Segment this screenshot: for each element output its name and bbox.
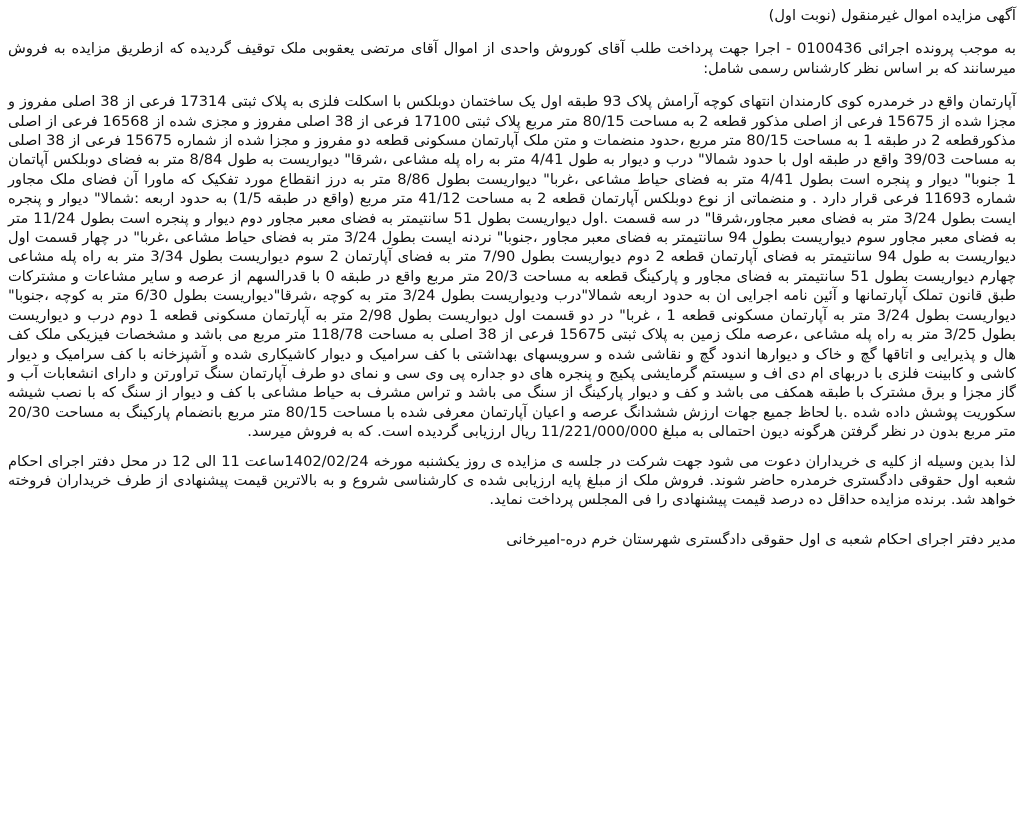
property-description: آپارتمان واقع در خرمدره کوی کارمندان انتهای کوچه آرامش پلاک 93 طبقه اول یک ساختمان دوبلکس با اسکلت فلزی به پلاک ثبتی 17314 فرعی از 38 اصلی مفروز و مجزا شده از 15675 فرعی از اصلی مذکور قطعه 2 به مساحت 80/15 متر مربع پلاک ثبتی 17100 فرعی از 38 اصلی مفروز و مجزی شده از 16568 فرعی از اصلی مذکورقطعه 2 در طبقه 1 به مساحت 80/15 متر مربع ،حدود منضمات و متن ملک آپارتمان مسکونی قطعه دو مفروز و مجزا شده از شماره 15675 فرعی از 38 اصلی به مساحت 39/03 واقع در طبقه اول با حدود شمالا" درب و دیوار به طول 4/41 متر به راه پله مشاعی ،شرقا" دیواریست به طول 8/84 متر به فضای دوبلکس آپاتمان 1 جنوبا" دیوار و پنجره است بطول 4/41 متر به فضای حیاط مشاعی ،غربا" دیواریست بطول 8/86 متر به درز انقطاع مورد تفکیک که ماورا آن فضای ملک مجاور شماره 11693 فرعی قرار دارد . و منضماتی از نوع دوبلکس آپارتمان قطعه 2 به مساحت 41/12 متر مربع (واقع در طبقه 1/5) به حدود اربعه :شمالا" دیوار و پنجره ایست بطول 3/24 متر به فضای معبر مجاور،شرقا" در سه قسمت .اول دیواریست بطول 51 سانتیمتر به فضای معبر مجاور دوم دیوار و پنجره است بطول 11/24 متر به فضای معبر مجاور سوم دیواریست بطول 94 سانتیمتر به فضای معبر مجاور ،جنوبا" نردنه ایست بطول 3/24 متر به فضای حیاط مشاعی ،غربا" در چهار قسمت اول دیواریست به طول 94 سانتیمتر به فضای آپارتمان قطعه 2 دوم دیواریست بطول 7/90 متر به فضای آپارتمان 2 سوم دیواریست بطول 3/34 متر به راه پله مشاعی چهارم دیواریست بطول 51 سانتیمتر به فضای مجاور و پارکینگ قطعه به مساحت 20/3 متر مربع واقع در طبقه 0 با قدرالسهم از عرصه و سایر مشاعات و مشترکات طبق قانون تملک آپارتمانها و آئین نامه اجرایی ان به حدود اربعه شمالا"درب ودیواریست بطول 3/24 متر به کوچه ،شرقا"دیواریست بطول 6/30 متر به کوچه ،جنوبا" دیواریست بطول 3/24 متر به آپارتمان مسکونی قطعه 1 ، غربا" در دو قسمت اول دیواریست بطول 2/98 متر به آپارتمان مسکونی قطعه 1 دوم درب و دیواریست بطول 3/25 متر به راه پله مشاعی ،عرصه ملک زمین به پلاک ثبتی 15675 فرعی از 38 اصلی به مساحت 118/78 متر مربع می باشد و مشخصات فیزیکی ملک کف هال و پذیرایی و اتاقها گچ و خاک و دیوارها اندود گچ و نقاشی شده و سرویسهای بهداشتی با کف سرامیک و دیوار کاشیکاری شده و آشپزخانه با کف سرامیک و دیوار کاشی و کابینت فلزی با دربهای ام دی اف و سیستم گرمایشی پکیج و پنجره های دو جداره پی وی سی و نمای دو طرف آپارتمان سنگ تراورتن و دارای انشعابات آب و گاز مجزا و برق مشترک با طبقه همکف می باشد و کف و دیوار پارکینگ از سنگ می باشد و تراس مشرف به حیاط مشاعی با کف و دیوار از سنگ که با نصب شیشه سکوریت پوشش داده شده .با لحاظ جمیع جهات ارزش ششدانگ عرصه و اعیان آپارتمان معرفی شده با مساحت 80/15 متر مربع بانضمام پارکینگ به مساحت 20/30 متر مربع بدون در نظر گرفتن هرگونه دیون احتمالی به مبلغ 11/221/000/000 ریال ارزیابی گردیده است. که به فروش میرسد. [8,93,1017,441]
notice-title: آگهی مزایده اموال غیرمنقول (نوبت اول) [768,7,1016,24]
auction-notice [8,6,1016,549]
auction-invitation: لذا بدین وسیله از کلیه ی خریداران دعوت می شود جهت شرکت در جلسه ی مزایده ی روز یکشنبه مورخه 1402/02/24ساعت 11 الی 12 در محل دفتر اجرای احکام شعبه اول حقوقی دادگستری خرمدره حاضر شوند. فروش ملک از مبلغ پایه ارزیابی شده ی کارشناسی شروع و به بالاترین قیمت پیشنهادی از طرف خریداران فروخته خواهد شد. برنده مزایده حداقل ده درصد قیمت پیشنهادی را فی المجلس پرداخت نماید. [8,452,1017,509]
signature-line: مدیر دفتر اجرای احکام شعبه ی اول حقوقی دادگستری شهرستان خرم دره-امیرخانی [506,530,1016,548]
notice-intro: به موجب پرونده اجرائی 0100436 - اجرا جهت پرداخت طلب آقای کوروش واحدی از اموال آقای مرتضی یعقوبی ملک توقیف گردیده که ازطریق مزایده به فروش میرسانند که بر اساس نظر کارشناس رسمی شامل: [8,40,1016,77]
